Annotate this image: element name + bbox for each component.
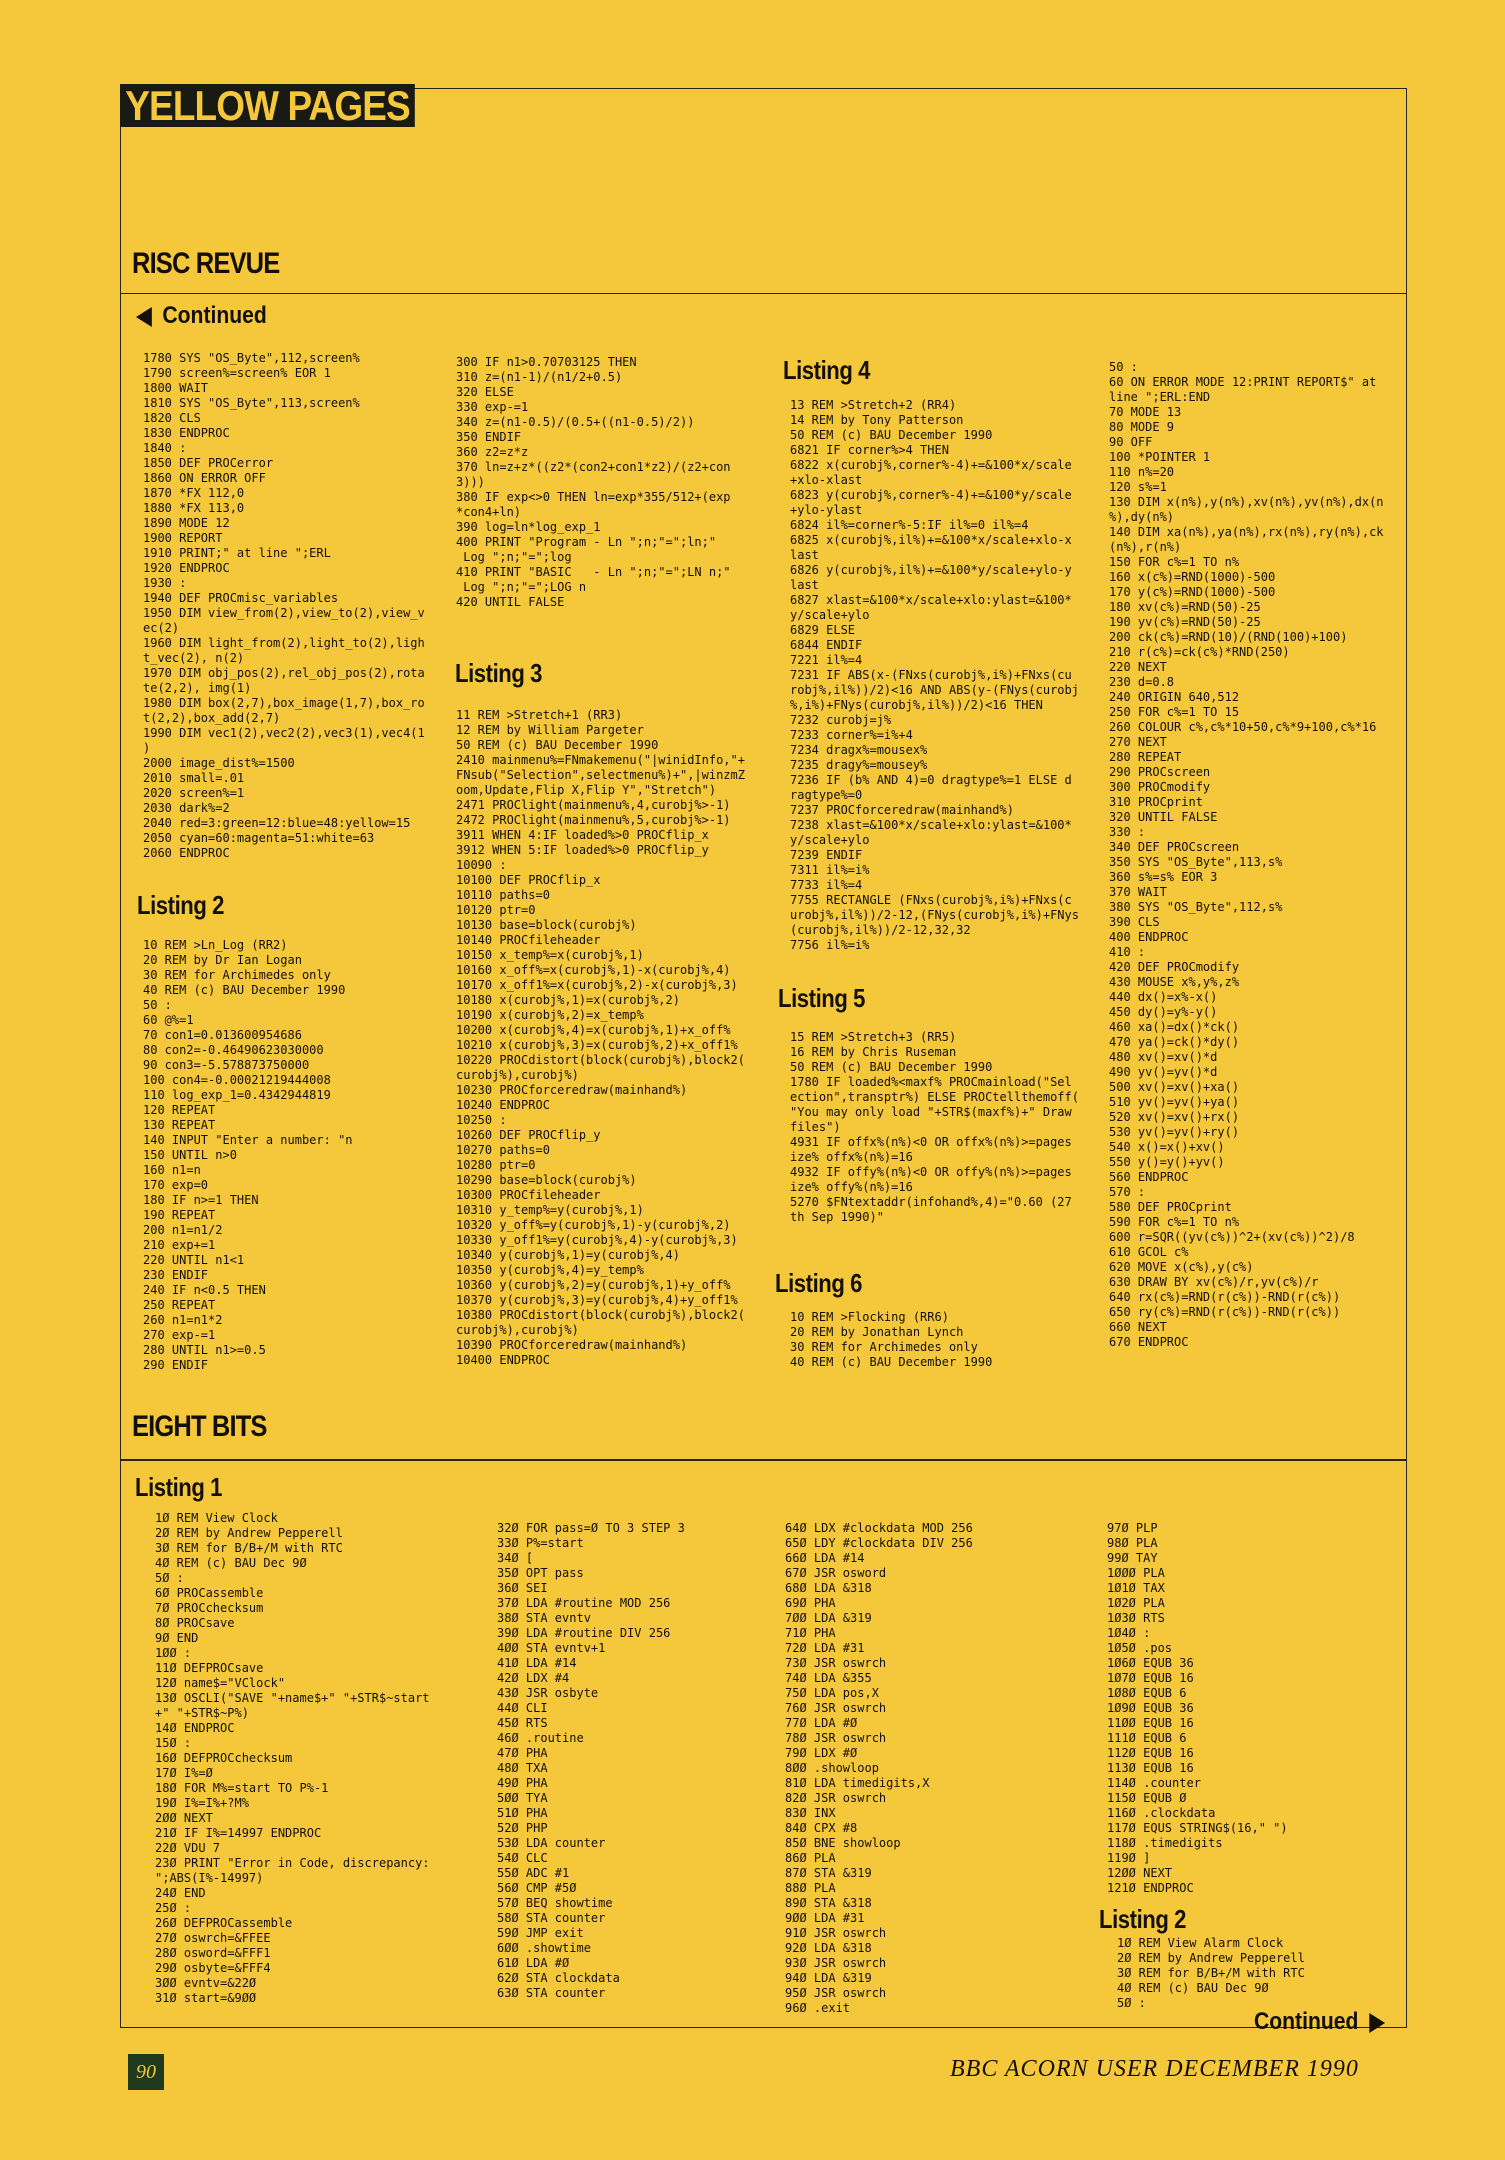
risc-listing5-code: 15 REM >Stretch+3 (RR5) 16 REM by Chris Ruseman 50 REM (c) BAU December 1990 1780 IF loaded%<maxf% PROCmainload("Sel ection",transptr%) ELSE PROCtellthemoff( "You may only load "+STR$(maxf%)+" Draw files") 4931 IF offx%(n%)<0 OR offx%(n%)>=pages ize% offx%(n%)=16 4932 IF offy%(n%)<0 OR offy%(n%)>=pages ize% offy%(n%)=16 5270 $FNtextaddr(infohand%,4)="0.60 (27 th Sep 1990)" [790,1030,1079,1224]
risc-listing2-title: Listing 2 [137,890,225,920]
eight-listing1-title: Listing 1 [135,1472,223,1502]
continued-from [136,302,267,330]
risc-listing6-title: Listing 6 [775,1268,863,1298]
eight-col1-code: 1Ø REM View Clock 2Ø REM by Andrew Pepperell 3Ø REM for B/B+/M with RTC 4Ø REM (c) BAU Dec 9Ø 5Ø : 6Ø PROCassemble 7Ø PROCchecksum 8Ø PROCsave 9Ø END 1ØØ : 11Ø DEFPROCsave 12Ø name$="VClock" 13Ø OSCLI("SAVE "+name$+" "+STR$~start +" "+STR$~P%) 14Ø ENDPROC 15Ø : 16Ø DEFPROCchecksum 17Ø I%=Ø 18Ø FOR M%=start TO P%-1 19Ø I%=I%+?M% 2ØØ NEXT 21Ø IF I%=14997 ENDPROC 22Ø VDU 7 23Ø PRINT "Error in Code, discrepancy: ";ABS(I%-14997) 24Ø END 25Ø : 26Ø DEFPROCassemble 27Ø oswrch=&FFEE 28Ø osword=&FFF1 29Ø osbyte=&FFF4 3ØØ evntv=&22Ø 31Ø start=&9ØØ [155,1511,430,2005]
page-number: 90 [128,2054,164,2090]
risc-listing3-title: Listing 3 [455,658,543,688]
yellow-pages-banner: YELLOW PAGES [120,84,415,127]
risc-col4-code: 50 : 60 ON ERROR MODE 12:PRINT REPORT$" at line ";ERL:END 70 MODE 13 80 MODE 9 90 OFF 100 *POINTER 1 110 n%=20 120 s%=1 130 DIM x(n%),y(n%),xv(n%),yv(n%),dx(n %),dy(n%) 140 DIM xa(n%),ya(n%),rx(n%),ry(n%),ck (n%),r(n%) 150 FOR c%=1 TO n% 160 x(c%)=RND(1000)-500 170 y(c%)=RND(1000)-500 180 xv(c%)=RND(50)-25 190 yv(c%)=RND(50)-25 200 ck(c%)=RND(10)/(RND(100)+100) 210 r(c%)=ck(c%)*RND(250) 220 NEXT 230 d=0.8 240 ORIGIN 640,512 250 FOR c%=1 TO 15 260 COLOUR c%,c%*10+50,c%*9+100,c%*16 270 NEXT 280 REPEAT 290 PROCscreen 300 PROCmodify 310 PROCprint 320 UNTIL FALSE 330 : 340 DEF PROCscreen 350 SYS "OS_Byte",113,s% 360 s%=s% EOR 3 370 WAIT 380 SYS "OS_Byte",112,s% 390 CLS 400 ENDPROC 410 : 420 DEF PROCmodify 430 MOUSE x%,y%,z% 440 dx()=x%-x() 450 dy()=y%-y() 460 xa()=dx()*ck() 470 ya()=ck()*dy() 480 xv()=xv()*d 490 yv()=yv()*d 500 xv()=xv()+xa() 510 yv()=yv()+ya() 520 xv()=xv()+rx() 530 yv()=yv()+ry() 540 x()=x()+xv() 550 y()=y()+yv() 560 ENDPROC 570 : 580 DEF PROCprint 590 FOR c%=1 TO n% 600 r=SQR((yv(c%))^2+(xv(c%))^2)/8 610 GCOL c% 620 MOVE x(c%),y(c%) 630 DRAW BY xv(c%)/r,yv(c%)/r 640 rx(c%)=RND(r(c%))-RND(r(c%)) 650 ry(c%)=RND(r(c%))-RND(r(c%)) 660 NEXT 670 ENDPROC [1109,360,1384,1349]
magazine-footer: BBC ACORN USER DECEMBER 1990 [950,2056,1359,2082]
risc-listing4-title: Listing 4 [783,355,871,385]
eight-listing2-title: Listing 2 [1099,1904,1187,1934]
risc-listing2-code: 10 REM >Ln_Log (RR2) 20 REM by Dr Ian Logan 30 REM for Archimedes only 40 REM (c) BAU December 1990 50 : 60 @%=1 70 con1=0.013600954686 80 con2=-0.46490623030000 90 con3=-5.578873750000 100 con4=-0.00021219444008 110 log_exp_1=0.4342944819 120 REPEAT 130 REPEAT 140 INPUT "Enter a number: "n 150 UNTIL n>0 160 n1=n 170 exp=0 180 IF n>=1 THEN 190 REPEAT 200 n1=n1/2 210 exp+=1 220 UNTIL n1<1 230 ENDIF 240 IF n<0.5 THEN 250 REPEAT 260 n1=n1*2 270 exp-=1 280 UNTIL n1>=0.5 290 ENDIF [143,938,353,1372]
risc-listing3-code: 11 REM >Stretch+1 (RR3) 12 REM by William Pargeter 50 REM (c) BAU December 1990 2410 mainmenu%=FNmakemenu("|winidInfo,"+ FNsub("Selection",selectmenu%)+",|winzmZ oom,Update,Flip X,Flip Y","Stretch") 2471 PROClight(mainmenu%,4,curobj%>-1) 2472 PROClight(mainmenu%,5,curobj%>-1) 3911 WHEN 4:IF loaded%>0 PROCflip_x 3912 WHEN 5:IF loaded%>0 PROCflip_y 10090 : 10100 DEF PROCflip_x 10110 paths=0 10120 ptr=0 10130 base=block(curobj%) 10140 PROCfileheader 10150 x_temp%=x(curobj%,1) 10160 x_off%=x(curobj%,1)-x(curobj%,4) 10170 x_off1%=x(curobj%,2)-x(curobj%,3) 10180 x(curobj%,1)=x(curobj%,2) 10190 x(curobj%,2)=x_temp% 10200 x(curobj%,4)=x(curobj%,1)+x_off% 10210 x(curobj%,3)=x(curobj%,2)+x_off1% 10220 PROCdistort(block(curobj%),block2( curobj%),curobj%) 10230 PROCforceredraw(mainhand%) 10240 ENDPROC 10250 : 10260 DEF PROCflip_y 10270 paths=0 10280 ptr=0 10290 base=block(curobj%) 10300 PROCfileheader 10310 y_temp%=y(curobj%,1) 10320 y_off%=y(curobj%,1)-y(curobj%,2) 10330 y_off1%=y(curobj%,4)-y(curobj%,3) 10340 y(curobj%,1)=y(curobj%,4) 10350 y(curobj%,4)=y_temp% 10360 y(curobj%,2)=y(curobj%,1)+y_off% 10370 y(curobj%,3)=y(curobj%,4)+y_off1% 10380 PROCdistort(block(curobj%),block2( curobj%),curobj%) 10390 PROCforceredraw(mainhand%) 10400 ENDPROC [456,708,745,1367]
arrow-left-icon [136,307,152,327]
risc-listing5-title: Listing 5 [778,983,866,1013]
risc-col2-code: 300 IF n1>0.70703125 THEN 310 z=(n1-1)/(n1/2+0.5) 320 ELSE 330 exp-=1 340 z=(n1-0.5)/(0.5+((n1-0.5)/2)) 350 ENDIF 360 z2=z*z 370 ln=z+z*((z2*(con2+con1*z2)/(z2+con 3))) 380 IF exp<>0 THEN ln=exp*355/512+(exp *con4+ln) 390 log=ln*log_exp_1 400 PRINT "Program - Ln ";n;"=";ln;" Log ";n;"=";log 410 PRINT "BASIC - Ln ";n;"=";LN n;" Log ";n;"=";LOG n 420 UNTIL FALSE [456,355,731,609]
eight-col3-code: 64Ø LDX #clockdata MOD 256 65Ø LDY #clockdata DIV 256 66Ø LDA #14 67Ø JSR osword 68Ø LDA &318 69Ø PHA 7ØØ LDA &319 71Ø PHA 72Ø LDA #31 73Ø JSR oswrch 74Ø LDA &355 75Ø LDA pos,X 76Ø JSR oswrch 77Ø LDA #Ø 78Ø JSR oswrch 79Ø LDX #Ø 8ØØ .showloop 81Ø LDA timedigits,X 82Ø JSR oswrch 83Ø INX 84Ø CPX #8 85Ø BNE showloop 86Ø PLA 87Ø STA &319 88Ø PLA 89Ø STA &318 9ØØ LDA #31 91Ø JSR oswrch 92Ø LDA &318 93Ø JSR oswrch 94Ø LDA &319 95Ø JSR oswrch 96Ø .exit [785,1521,973,2015]
continued-label: Continued [162,302,267,329]
eight-col4-code: 97Ø PLP 98Ø PLA 99Ø TAY 1ØØØ PLA 1Ø1Ø TAX 1Ø2Ø PLA 1Ø3Ø RTS 1Ø4Ø : 1Ø5Ø .pos 1Ø6Ø EQUB 36 1Ø7Ø EQUB 16 1Ø8Ø EQUB 6 1Ø9Ø EQUB 36 11ØØ EQUB 16 111Ø EQUB 6 112Ø EQUB 16 113Ø EQUB 16 114Ø .counter 115Ø EQUB Ø 116Ø .clockdata 117Ø EQUS STRING$(16," ") 118Ø .timedigits 119Ø ] 12ØØ NEXT 121Ø ENDPROC [1107,1521,1288,1895]
continued-next [1254,2008,1385,2036]
eight-col2-code: 32Ø FOR pass=Ø TO 3 STEP 3 33Ø P%=start 34Ø [ 35Ø OPT pass 36Ø SEI 37Ø LDA #routine MOD 256 38Ø STA evntv 39Ø LDA #routine DIV 256 4ØØ STA evntv+1 41Ø LDA #14 42Ø LDX #4 43Ø JSR osbyte 44Ø CLI 45Ø RTS 46Ø .routine 47Ø PHA 48Ø TXA 49Ø PHA 5ØØ TYA 51Ø PHA 52Ø PHP 53Ø LDA counter 54Ø CLC 55Ø ADC #1 56Ø CMP #5Ø 57Ø BEQ showtime 58Ø STA counter 59Ø JMP exit 6ØØ .showtime 61Ø LDA #Ø 62Ø STA clockdata 63Ø STA counter [497,1521,685,2000]
risc-divider [120,293,1407,294]
risc-listing4-code: 13 REM >Stretch+2 (RR4) 14 REM by Tony Patterson 50 REM (c) BAU December 1990 6821 IF corner%>4 THEN 6822 x(curobj%,corner%-4)+=&100*x/scale +xlo-xlast 6823 y(curobj%,corner%-4)+=&100*y/scale +ylo-ylast 6824 il%=corner%-5:IF il%=0 il%=4 6825 x(curobj%,il%)+=&100*x/scale+xlo-x last 6826 y(curobj%,il%)+=&100*y/scale+ylo-y last 6827 xlast=&100*x/scale+xlo:ylast=&100* y/scale+ylo 6829 ELSE 6844 ENDIF 7221 il%=4 7231 IF ABS(x-(FNxs(curobj%,i%)+FNxs(cu robj%,il%))/2)<16 AND ABS(y-(FNys(curobj %,i%)+FNys(curobj%,il%))/2)<16 THEN 7232 curobj=j% 7233 corner%=i%+4 7234 dragx%=mousex% 7235 dragy%=mousey% 7236 IF (b% AND 4)=0 dragtype%=1 ELSE d ragtype%=0 7237 PROCforceredraw(mainhand%) 7238 xlast=&100*x/scale+xlo:ylast=&100* y/scale+ylo 7239 ENDIF 7311 il%=i% 7733 il%=4 7755 RECTANGLE (FNxs(curobj%,i%)+FNxs(c urobj%,il%))/2-12,(FNys(curobj%,i%)+FNys (curobj%,il%))/2-12,32,32 7756 il%=i% [790,398,1079,952]
continued-next-label: Continued [1254,2008,1359,2035]
eight-listing2-code: 1Ø REM View Alarm Clock 2Ø REM by Andrew Pepperell 3Ø REM for B/B+/M with RTC 4Ø REM (c) BAU Dec 9Ø 5Ø : [1117,1936,1305,2010]
eight-bits-title: EIGHT BITS [132,1410,267,1443]
risc-revue-title: RISC REVUE [132,247,280,280]
risc-col1-code: 1780 SYS "OS_Byte",112,screen% 1790 screen%=screen% EOR 1 1800 WAIT 1810 SYS "OS_Byte",113,screen% 1820 CLS 1830 ENDPROC 1840 : 1850 DEF PROCerror 1860 ON ERROR OFF 1870 *FX 112,0 1880 *FX 113,0 1890 MODE 12 1900 REPORT 1910 PRINT;" at line ";ERL 1920 ENDPROC 1930 : 1940 DEF PROCmisc_variables 1950 DIM view_from(2),view_to(2),view_v ec(2) 1960 DIM light_from(2),light_to(2),ligh t_vec(2), n(2) 1970 DIM obj_pos(2),rel_obj_pos(2),rota te(2,2), img(1) 1980 DIM box(2,7),box_image(1,7),box_ro t(2,2),box_add(2,7) 1990 DIM vec1(2),vec2(2),vec3(1),vec4(1 ) 2000 image_dist%=1500 2010 small=.01 2020 screen%=1 2030 dark%=2 2040 red=3:green=12:blue=48:yellow=15 2050 cyan=60:magenta=51:white=63 2060 ENDPROC [143,351,425,860]
arrow-right-icon [1369,2013,1385,2033]
risc-listing6-code: 10 REM >Flocking (RR6) 20 REM by Jonathan Lynch 30 REM for Archimedes only 40 REM (c) BAU December 1990 [790,1310,993,1369]
